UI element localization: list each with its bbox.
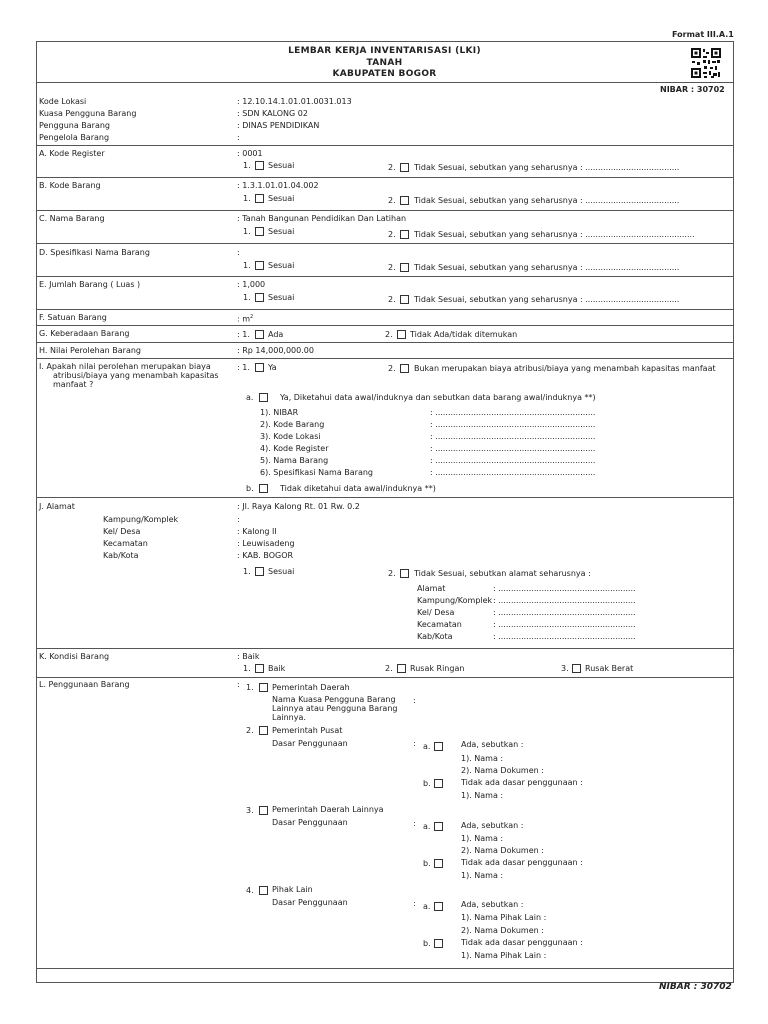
i-item-value: : ...............................................................	[430, 444, 596, 453]
k-rusak-ringan-label: Rusak Ringan	[410, 664, 465, 673]
j-field-value: : ......................................................	[493, 620, 636, 629]
l-pemda-lain-checkbox[interactable]	[259, 806, 268, 815]
j-field-label: Kampung/Komplek	[417, 596, 493, 605]
section-f-value	[237, 315, 253, 324]
option-number: 4.	[246, 886, 254, 895]
nama-dokumen-label: 2). Nama Dokumen :	[461, 766, 544, 775]
kel-value: : Kalong II	[237, 527, 277, 536]
k-baik-label: Baik	[268, 664, 286, 673]
section-i-label-2: atribusi/biaya yang menambah kapasitas	[53, 371, 219, 380]
option-number: 2.	[385, 330, 393, 339]
i-item-value: : ...............................................................	[430, 420, 596, 429]
section-j-label: J. Alamat	[39, 502, 75, 511]
kuasa-value: : SDN KALONG 02	[237, 109, 308, 118]
i-item-label: 4). Kode Register	[260, 444, 329, 453]
a-sesuai-label: Sesuai	[268, 161, 295, 170]
option-number: 2.	[388, 263, 396, 272]
section-b-value: : 1.3.1.01.01.04.002	[237, 181, 319, 190]
ada-sebutkan: Ada, sebutkan :	[461, 821, 524, 830]
l-pempus-label: Pemerintah Pusat	[272, 726, 343, 735]
format-label: Format III.A.1	[672, 30, 734, 39]
j-field-label: Kel/ Desa	[417, 608, 455, 617]
e-tidak-sesuai-checkbox[interactable]	[400, 295, 409, 304]
l-pemda-checkbox[interactable]	[259, 683, 268, 692]
e-tidak-sesuai-label: Tidak Sesuai, sebutkan yang seharusnya : .....................................	[414, 295, 680, 304]
nama-label: 1). Nama :	[461, 754, 504, 763]
i-ya-label: Ya	[268, 363, 277, 372]
l4-tidak-ada-checkbox[interactable]	[434, 939, 443, 948]
section-i-label-3: manfaat ?	[53, 380, 94, 389]
option-letter: b.	[423, 859, 431, 868]
colon: :	[413, 819, 416, 828]
j-field-value: : ......................................................	[493, 596, 636, 605]
section-i-prefix: : 1.	[237, 363, 250, 372]
i-bukan-checkbox[interactable]	[400, 364, 409, 373]
section-c-label: C. Nama Barang	[39, 214, 105, 223]
g-tidak-ada-label: Tidak Ada/tidak ditemukan	[410, 330, 518, 339]
i-item-label: 2). Kode Barang	[260, 420, 325, 429]
pengguna-label: Pengguna Barang	[39, 121, 111, 130]
section-d-value: :	[237, 248, 240, 257]
i-item-value: : ...............................................................	[430, 408, 596, 417]
section-f-label: F. Satuan Barang	[39, 313, 107, 322]
i-item-label: 1). NIBAR	[260, 408, 299, 417]
c-sesuai-checkbox[interactable]	[255, 227, 264, 236]
option-number: 1.	[243, 261, 251, 270]
tidak-ada-dasar: Tidak ada dasar penggunaan :	[461, 858, 583, 867]
option-letter: a.	[423, 822, 431, 831]
kab-value: : KAB. BOGOR	[237, 551, 294, 560]
i-item-label: 6). Spesifikasi Nama Barang	[260, 468, 373, 477]
j-tidak-sesuai-label: Tidak Sesuai, sebutkan alamat seharusnya :	[414, 569, 591, 578]
i-item-value: : ...............................................................	[430, 468, 596, 477]
j-field-label: Kecamatan	[417, 620, 462, 629]
divider	[36, 677, 733, 678]
j-sesuai-label: Sesuai	[268, 567, 295, 576]
k-rusak-berat-label: Rusak Berat	[585, 664, 634, 673]
a-sesuai-checkbox[interactable]	[255, 161, 264, 170]
section-k-label: K. Kondisi Barang	[39, 652, 110, 661]
section-j-value: : Jl. Raya Kalong Rt. 01 Rw. 0.2	[237, 502, 360, 511]
section-g-prefix: : 1.	[237, 330, 250, 339]
option-number: 1.	[243, 293, 251, 302]
colon: :	[413, 696, 416, 705]
d-sesuai-label: Sesuai	[268, 261, 295, 270]
colon: :	[413, 739, 416, 748]
option-number: 3.	[561, 664, 569, 673]
option-number: 1.	[243, 161, 251, 170]
tidak-ada-dasar: Tidak ada dasar penggunaan :	[461, 778, 583, 787]
pengguna-value: : DINAS PENDIDIKAN	[237, 121, 320, 130]
j-sesuai-checkbox[interactable]	[255, 567, 264, 576]
divider	[36, 497, 733, 498]
a-tidak-sesuai-label: Tidak Sesuai, sebutkan yang seharusnya : .....................................	[414, 163, 680, 172]
k-baik-checkbox[interactable]	[255, 664, 264, 673]
section-k-value: : Baik	[237, 652, 260, 661]
c-tidak-sesuai-checkbox[interactable]	[400, 230, 409, 239]
a-tidak-sesuai-checkbox[interactable]	[400, 163, 409, 172]
ada-sebutkan: Ada, sebutkan :	[461, 740, 524, 749]
i-opt-a-label: Ya, Diketahui data awal/induknya dan sebutkan data barang awal/induknya **)	[280, 393, 596, 402]
option-number: 2.	[388, 295, 396, 304]
nama-dokumen-label: 2). Nama Dokumen :	[461, 926, 544, 935]
section-d-label: D. Spesifikasi Nama Barang	[39, 248, 150, 257]
l3-ada-checkbox[interactable]	[434, 822, 443, 831]
dasar-label: Dasar Penggunaan	[272, 898, 348, 907]
option-letter: a.	[423, 902, 431, 911]
l2-ada-checkbox[interactable]	[434, 742, 443, 751]
tidak-ada-dasar: Tidak ada dasar penggunaan :	[461, 938, 583, 947]
option-letter: b.	[423, 779, 431, 788]
divider	[36, 276, 733, 277]
divider	[36, 243, 733, 244]
option-letter: b.	[246, 484, 254, 493]
dasar-label: Dasar Penggunaan	[272, 739, 348, 748]
i-item-value: : ...............................................................	[430, 432, 596, 441]
divider	[36, 325, 733, 326]
e-sesuai-checkbox[interactable]	[255, 293, 264, 302]
section-e-label: E. Jumlah Barang ( Luas )	[39, 280, 141, 289]
pengelola-label: Pengelola Barang	[39, 133, 110, 142]
option-letter: a.	[246, 393, 254, 402]
nama-pihak-lain-label: 1). Nama Pihak Lain :	[461, 951, 547, 960]
l4-ada-checkbox[interactable]	[434, 902, 443, 911]
j-field-label: Kab/Kota	[417, 632, 453, 641]
d-tidak-sesuai-checkbox[interactable]	[400, 263, 409, 272]
nama-kuasa-line-2: Lainnya atau Pengguna Barang	[272, 704, 398, 713]
divider	[36, 358, 733, 359]
g-ada-checkbox[interactable]	[255, 330, 264, 339]
i-item-label: 3). Kode Lokasi	[260, 432, 321, 441]
option-letter: b.	[423, 939, 431, 948]
nama-kuasa-line-1: Nama Kuasa Pengguna Barang	[272, 695, 396, 704]
d-tidak-sesuai-label: Tidak Sesuai, sebutkan yang seharusnya : .....................................	[414, 263, 680, 272]
l2-tidak-ada-checkbox[interactable]	[434, 779, 443, 788]
form-title: LEMBAR KERJA INVENTARISASI (LKI)	[288, 46, 481, 56]
l-pemda-label: Pemerintah Daerah	[272, 683, 350, 692]
kode-lokasi-label: Kode Lokasi	[39, 97, 87, 106]
l-pemda-lain-label: Pemerintah Daerah Lainnya	[272, 805, 384, 814]
nama-kuasa-line-3: Lainnya.	[272, 713, 306, 722]
i-item-label: 5). Nama Barang	[260, 456, 329, 465]
divider	[36, 968, 733, 969]
option-number: 1.	[243, 194, 251, 203]
l-pihak-lain-checkbox[interactable]	[259, 886, 268, 895]
divider	[36, 177, 733, 178]
option-number: 2.	[388, 196, 396, 205]
option-number: 1.	[246, 683, 254, 692]
nibar-header: NIBAR : 30702	[660, 85, 725, 94]
option-number: 1.	[243, 567, 251, 576]
divider	[36, 210, 733, 211]
section-b-label: B. Kode Barang	[39, 181, 101, 190]
kec-label: Kecamatan	[103, 539, 148, 548]
d-sesuai-checkbox[interactable]	[255, 261, 264, 270]
divider	[36, 342, 733, 343]
divider	[36, 82, 733, 83]
e-sesuai-label: Sesuai	[268, 293, 295, 302]
option-number: 3.	[246, 806, 254, 815]
i-bukan-label: Bukan merupakan biaya atribusi/biaya yang menambah kapasitas manfaat	[414, 364, 716, 373]
kode-lokasi-value: : 12.10.14.1.01.01.0031.013	[237, 97, 352, 106]
k-rusak-berat-checkbox[interactable]	[572, 664, 581, 673]
b-tidak-sesuai-label: Tidak Sesuai, sebutkan yang seharusnya : .....................................	[414, 196, 680, 205]
section-l-label: L. Penggunaan Barang	[39, 680, 130, 689]
section-h-value: : Rp 14,000,000.00	[237, 346, 314, 355]
qr-code-icon	[690, 47, 722, 79]
divider	[36, 145, 733, 146]
option-number: 1.	[243, 227, 251, 236]
colon: :	[413, 899, 416, 908]
kampung-value: :	[237, 515, 240, 524]
j-field-label: Alamat	[417, 584, 446, 593]
l3-tidak-ada-checkbox[interactable]	[434, 859, 443, 868]
option-number: 2.	[388, 364, 396, 373]
colon: :	[237, 680, 240, 689]
section-a-value: : 0001	[237, 149, 263, 158]
j-field-value: : ......................................................	[493, 632, 636, 641]
i-opt-b-checkbox[interactable]	[259, 484, 268, 493]
b-sesuai-checkbox[interactable]	[255, 194, 264, 203]
option-number: 1.	[243, 664, 251, 673]
ada-sebutkan: Ada, sebutkan :	[461, 900, 524, 909]
nibar-footer: NIBAR : 30702	[659, 982, 732, 992]
kampung-label: Kampung/Komplek	[103, 515, 179, 524]
nama-dokumen-label: 2). Nama Dokumen :	[461, 846, 544, 855]
option-number: 2.	[385, 664, 393, 673]
kec-value: : Leuwisadeng	[237, 539, 295, 548]
option-number: 2.	[388, 163, 396, 172]
c-sesuai-label: Sesuai	[268, 227, 295, 236]
kab-label: Kab/Kota	[103, 551, 139, 560]
l-pihak-lain-label: Pihak Lain	[272, 885, 313, 894]
dasar-label: Dasar Penggunaan	[272, 818, 348, 827]
kel-label: Kel/ Desa	[103, 527, 141, 536]
nama-label: 1). Nama :	[461, 834, 504, 843]
nama-label: 1). Nama :	[461, 871, 504, 880]
kuasa-label: Kuasa Pengguna Barang	[39, 109, 137, 118]
divider	[36, 309, 733, 310]
option-number: 2.	[246, 726, 254, 735]
option-number: 2.	[388, 569, 396, 578]
b-tidak-sesuai-checkbox[interactable]	[400, 196, 409, 205]
divider	[36, 648, 733, 649]
i-opt-b-label: Tidak diketahui data awal/induknya **)	[280, 484, 436, 493]
j-tidak-sesuai-checkbox[interactable]	[400, 569, 409, 578]
c-tidak-sesuai-label: Tidak Sesuai, sebutkan yang seharusnya : ...........................................	[414, 230, 695, 239]
satuan-text: : m	[237, 314, 251, 324]
form-region: KABUPATEN BOGOR	[332, 69, 437, 79]
j-field-value: : ......................................................	[493, 608, 636, 617]
option-letter: a.	[423, 742, 431, 751]
section-c-value: : Tanah Bangunan Pendidikan Dan Latihan	[237, 214, 407, 223]
section-e-value: : 1,000	[237, 280, 266, 289]
i-opt-a-checkbox[interactable]	[259, 393, 268, 402]
nama-pihak-lain-label: 1). Nama Pihak Lain :	[461, 913, 547, 922]
i-ya-checkbox[interactable]	[255, 363, 264, 372]
g-tidak-ada-checkbox[interactable]	[397, 330, 406, 339]
form-subtitle: TANAH	[366, 58, 403, 68]
j-field-value: : ......................................................	[493, 584, 636, 593]
i-item-value: : ...............................................................	[430, 456, 596, 465]
section-h-label: H. Nilai Perolehan Barang	[39, 346, 141, 355]
option-number: 2.	[388, 230, 396, 239]
section-g-label: G. Keberadaan Barang	[39, 329, 130, 338]
satuan-superscript: 2	[250, 314, 254, 320]
pengelola-value: :	[237, 133, 240, 142]
section-a-label: A. Kode Register	[39, 149, 105, 158]
g-ada-label: Ada	[268, 330, 284, 339]
b-sesuai-label: Sesuai	[268, 194, 295, 203]
k-rusak-ringan-checkbox[interactable]	[397, 664, 406, 673]
section-i-label: I. Apakah nilai perolehan merupakan biaya	[39, 362, 211, 371]
l-pempus-checkbox[interactable]	[259, 726, 268, 735]
nama-label: 1). Nama :	[461, 791, 504, 800]
form-frame	[36, 41, 734, 983]
